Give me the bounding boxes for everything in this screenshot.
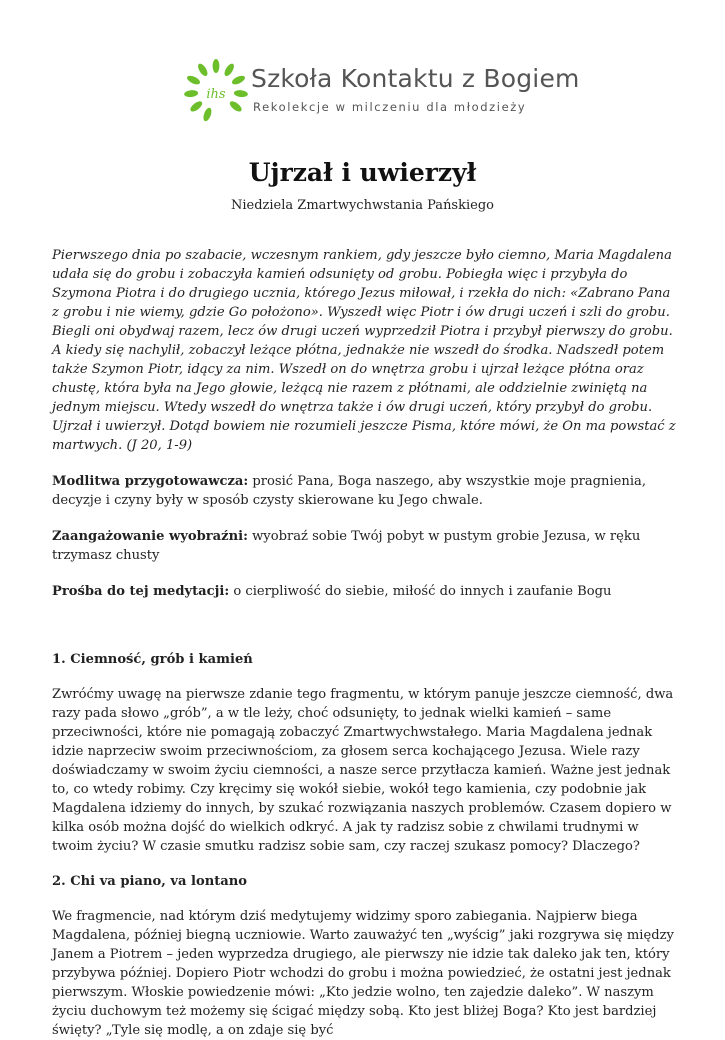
document-body (52, 246, 677, 1040)
request-label: Prośba do tej medytacji: (52, 584, 230, 599)
section-1-heading: 1. Ciemność, grób i kamień (52, 652, 253, 667)
svg-text:ihs: ihs (206, 87, 226, 102)
section-2-text: We fragmencie, nad którym dziś medytujemy widzimy sporo zabiegania. Najpierw biega Magdalena, później biegną uczniowie. Warto zauważyć ten „wyścig” jaki rozgrywa się między Janem a Piotrem – jeden wyprzedza drugiego, ale pierwszy nie idzie tak daleko jak ten, który przybywa później. Dopiero Piotr wchodzi do grobu i można powiedzieć, że ostatni jest jednak pierwszym. Włoskie powiedzenie mówi: „Kto jedzie wolno, ten zajedzie daleko”. W naszym życiu duchowym też możemy się ścigać między sobą. Kto jest bliżej Boga? Kto jest bardziej święty? „Tyle się modlę, a on zdaje się być (52, 909, 674, 1038)
gospel-paragraph-2: A kiedy się nachylił, zobaczył leżące płótna, jednakże nie wszedł do środka. Nadszedł potem także Szymon Piotr, idący za nim. Wszedł on do wnętrza grobu i ujrzał leżące płótna oraz chustę, która była na Jego głowie, leżącą nie razem z płótnami, ale oddzielnie zwiniętą na jednym miejscu. Wtedy wszedł do wnętrza także i ów drugi uczeń, który przybył do grobu. Ujrzał i uwierzył. Dotąd bowiem nie rozumieli jeszcze Pisma, które mówi, że On ma powstać z martwych. (J 20, 1-9) (52, 343, 676, 453)
prayer-paragraph (52, 472, 677, 510)
site-subtitle: Rekolekcje w milczeniu dla młodzieży (253, 100, 527, 114)
prayer-text: prosić Pana, Boga naszego, aby wszystkie moje pragnienia, decyzje i czyny były w sposób czysty skierowane ku Jego chwale. (52, 474, 646, 508)
imagination-label: Zaangażowanie wyobraźni: (52, 529, 248, 544)
imagination-paragraph (52, 527, 677, 565)
imagination-text: wyobraź sobie Twój pobyt w pustym grobie Jezusa, w ręku trzymasz chusty (52, 529, 641, 563)
section-1-text: Zwróćmy uwagę na pierwsze zdanie tego fragmentu, w którym panuje jeszcze ciemność, dwa razy pada słowo „grób”, a w tle leży, choć odsunięty, to jednak wielki kamień – same przeciwności, które nie pomagają zobaczyć Zmartwychwstałego. Maria Magdalena jednak idzie naprzeciw swoim przeciwnościom, za głosem serca kochającego Jezusa. Wiele razy doświadczamy w swoim życiu ciemności, a nasze serce przytłacza kamień. Ważne jest jednak to, co wtedy robimy. Czy kręcimy się wokół siebie, wokół tego kamienia, czy podobnie jak Magdalena idziemy do innych, by szukać rozwiązania naszych problemów. Czasem dopiero w kilka osób można dojść do wielkich odkryć. A jak ty radzisz sobie z chwilami trudnymi w twoim życiu? W czasie smutku radzisz sobie sam, czy raczej szukasz pomocy? Dlaczego? (52, 687, 674, 854)
section-2-heading: 2. Chi va piano, va lontano (52, 874, 247, 889)
page-subtitle: Niedziela Zmartwychwstania Pańskiego (231, 198, 494, 213)
site-header (183, 58, 580, 128)
page-title: Ujrzał i uwierzył (248, 158, 477, 187)
request-text: o cierpliwość do siebie, miłość do innych i zaufanie Bogu (229, 584, 612, 599)
prayer-label: Modlitwa przygotowawcza: (52, 474, 249, 489)
site-title: Szkoła Kontaktu z Bogiem (251, 64, 580, 93)
request-paragraph (52, 582, 677, 601)
sun-rays-ihs-logo-icon (183, 58, 249, 124)
gospel-paragraph-1: Pierwszego dnia po szabacie, wczesnym rankiem, gdy jeszcze było ciemno, Maria Magdalena udała się do grobu i zobaczyła kamień odsunięty od grobu. Pobiegła więc i przybyła do Szymona Piotra i do drugiego ucznia, którego Jezus miłował, i rzekła do nich: «Zabrano Pana z grobu i nie wiemy, gdzie Go położono». Wyszedł więc Piotr i ów drugi uczeń i szli do grobu. Biegli oni obydwaj razem, lecz ów drugi uczeń wyprzedził Piotra i przybył pierwszy do grobu. (52, 248, 673, 339)
